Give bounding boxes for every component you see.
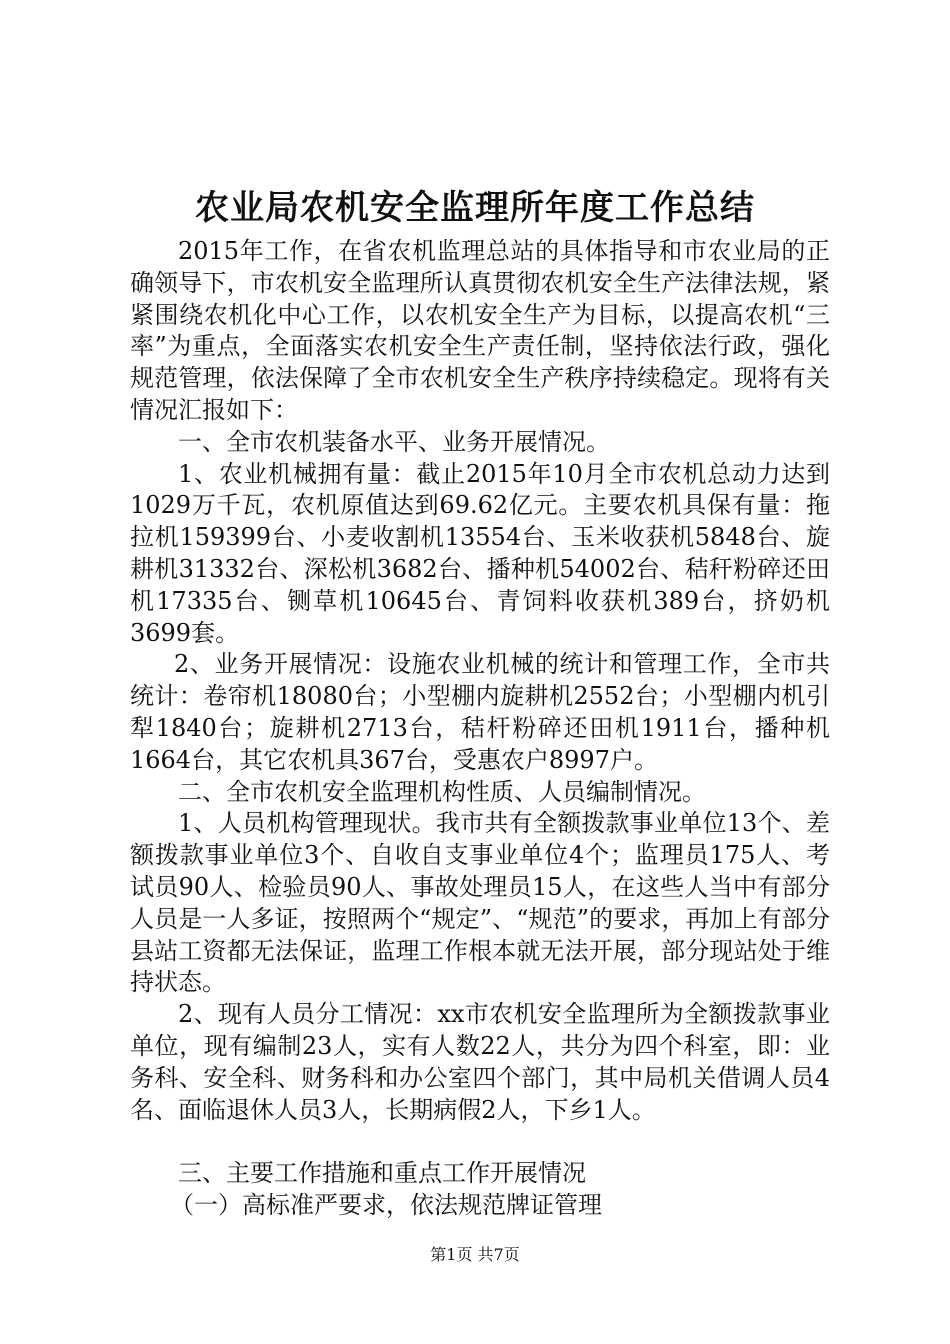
document-body <box>130 236 830 1222</box>
section-heading-1: 一、全市农机装备水平、业务开展情况。 <box>178 427 610 456</box>
paragraph-intro: 2015年工作，在省农机监理总站的具体指导和市农业局的正确领导下，市农机安全监理所认真贯彻农机安全生产法律法规，紧紧围绕农机化中心工作，以农机安全生产为目标，以提高农机“三率”为重点，全面落实农机安全生产责任制，坚持依法行政，强化规范管理，依法保障了全市农机安全生产秩序持续稳定。现将有关情况汇报如下： <box>130 237 830 424</box>
paragraph-staff-status: 1、人员机构管理现状。我市共有全额拨款事业单位13个、差额拨款事业单位3个、自收自支事业单位4个；监理员175人、考试员90人、检验员90人、事故处理员15人，在这些人当中有部分人员是一人多证，按照两个“规定”、“规范”的要求，再加上有部分县站工资都无法保证，监理工作根本就无法开展，部分现站处于维持状态。 <box>130 809 830 997</box>
paragraph-staff-division: 2、现有人员分工情况：xx市农机安全监理所为全额拨款事业单位，现有编制23人，实有人数22人，共分为四个科室，即：业务科、安全科、财务科和办公室四个部门，其中局机关借调人员4名、面临退休人员3人，长期病假2人，下乡1人。 <box>130 1000 830 1124</box>
subsection-heading-1: （一）高标准严要求，依法规范牌证管理 <box>170 1191 602 1220</box>
section-heading-2: 二、全市农机安全监理机构性质、人员编制情况。 <box>178 777 706 806</box>
document-title: 农业局农机安全监理所年度工作总结 <box>195 188 755 228</box>
paragraph-machinery-count: 1、农业机械拥有量：截止2015年10月全市农机总动力达到1029万千瓦，农机原值达到69.62亿元。主要农机具保有量：拖拉机159399台、小麦收割机13554台、玉米收获机5848台、旋耕机31332台、深松机3682台、播种机54002台、秸秆粉碎还田机17335台、铡草机10645台、青饲料收获机389台，挤奶机3699套。 <box>130 459 830 647</box>
section-heading-3: 三、主要工作措施和重点工作开展情况 <box>178 1159 586 1188</box>
page-number-footer: 第1页 共7页 <box>430 1245 520 1264</box>
paragraph-business: 2、业务开展情况：设施农业机械的统计和管理工作，全市共统计：卷帘机18080台；小型棚内旋耕机2552台；小型棚内机引犁1840台；旋耕机2713台，秸杆粉碎还田机1911台，播种机1664台，其它农机具367台，受惠农户8997户。 <box>130 650 830 774</box>
blank-line <box>130 1126 830 1158</box>
